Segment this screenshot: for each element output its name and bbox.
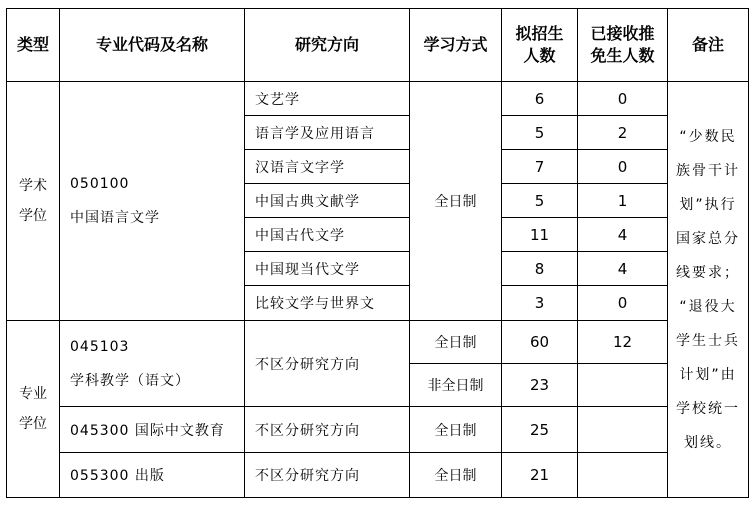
remarks-cell bbox=[668, 82, 749, 498]
remark-line: “少数民 bbox=[679, 128, 737, 145]
major-name: 出版 bbox=[134, 468, 165, 484]
admissions-table bbox=[6, 8, 749, 498]
header-accepted bbox=[578, 9, 668, 82]
direction-cell: 不区分研究方向 bbox=[245, 407, 410, 453]
plan-cell: 5 bbox=[502, 116, 578, 150]
direction-cell: 中国现当代文学 bbox=[245, 252, 410, 286]
accepted-cell: 12 bbox=[578, 321, 668, 364]
major-cell-045300 bbox=[60, 407, 245, 453]
remark-line: “退役大 bbox=[679, 298, 737, 315]
major-code: 045103 bbox=[70, 338, 130, 355]
major-code: 050100 bbox=[70, 176, 130, 192]
plan-cell: 25 bbox=[502, 407, 578, 453]
major-cell-050100 bbox=[60, 82, 245, 321]
header-row bbox=[7, 9, 749, 82]
plan-cell: 6 bbox=[502, 82, 578, 116]
study-mode-cell: 全日制 bbox=[410, 82, 502, 321]
study-mode-cell: 全日制 bbox=[410, 453, 502, 498]
direction-cell: 比较文学与世界文 bbox=[245, 286, 410, 321]
plan-cell: 5 bbox=[502, 184, 578, 218]
plan-cell: 60 bbox=[502, 321, 578, 364]
major-name: 国际中文教育 bbox=[134, 422, 225, 439]
type-academic bbox=[7, 82, 60, 321]
study-mode-cell: 非全日制 bbox=[410, 364, 502, 407]
header-accepted-text: 已接收推免生人数 bbox=[590, 24, 655, 65]
remark-line: 族骨干计 bbox=[676, 162, 740, 179]
plan-cell: 21 bbox=[502, 453, 578, 498]
accepted-cell: 4 bbox=[578, 218, 668, 252]
header-remarks: 备注 bbox=[668, 9, 749, 82]
major-name: 中国语言文学 bbox=[70, 210, 160, 226]
remark-line: 划”执行 bbox=[679, 196, 737, 213]
remark-line: 学校统一 bbox=[676, 400, 740, 417]
accepted-cell bbox=[578, 453, 668, 498]
direction-cell: 不区分研究方向 bbox=[245, 321, 410, 407]
type-academic-line2: 学位 bbox=[19, 208, 47, 224]
plan-cell: 7 bbox=[502, 150, 578, 184]
accepted-cell: 1 bbox=[578, 184, 668, 218]
study-mode-cell: 全日制 bbox=[410, 321, 502, 364]
remark-line: 划线。 bbox=[684, 434, 732, 451]
header-direction: 研究方向 bbox=[245, 9, 410, 82]
accepted-cell: 0 bbox=[578, 82, 668, 116]
direction-cell: 汉语言文字学 bbox=[245, 150, 410, 184]
plan-cell: 11 bbox=[502, 218, 578, 252]
major-cell-055300 bbox=[60, 453, 245, 498]
table-row bbox=[7, 321, 749, 364]
remark-line: 国家总分 bbox=[676, 230, 740, 247]
remark-line: 学生士兵 bbox=[676, 332, 740, 349]
direction-cell: 中国古代文学 bbox=[245, 218, 410, 252]
direction-cell: 中国古典文献学 bbox=[245, 184, 410, 218]
type-professional-line1: 专业 bbox=[19, 386, 47, 402]
remark-line: 线要求； bbox=[676, 264, 740, 281]
plan-cell: 23 bbox=[502, 364, 578, 407]
remark-line: 计划”由 bbox=[679, 366, 737, 383]
header-study-mode: 学习方式 bbox=[410, 9, 502, 82]
direction-cell: 语言学及应用语言 bbox=[245, 116, 410, 150]
study-mode-cell: 全日制 bbox=[410, 407, 502, 453]
plan-cell: 8 bbox=[502, 252, 578, 286]
accepted-cell: 0 bbox=[578, 286, 668, 321]
table-row bbox=[7, 453, 749, 498]
direction-cell: 不区分研究方向 bbox=[245, 453, 410, 498]
header-plan bbox=[502, 9, 578, 82]
major-code: 045300 bbox=[70, 422, 130, 439]
accepted-cell bbox=[578, 364, 668, 407]
header-major: 专业代码及名称 bbox=[60, 9, 245, 82]
header-type: 类型 bbox=[7, 9, 60, 82]
header-plan-text: 拟招生人数 bbox=[515, 24, 564, 65]
accepted-cell: 2 bbox=[578, 116, 668, 150]
accepted-cell bbox=[578, 407, 668, 453]
major-name: 学科教学（语文） bbox=[70, 372, 190, 389]
major-cell-045103 bbox=[60, 321, 245, 407]
type-professional-line2: 学位 bbox=[19, 416, 47, 432]
accepted-cell: 0 bbox=[578, 150, 668, 184]
direction-cell: 文艺学 bbox=[245, 82, 410, 116]
type-professional bbox=[7, 321, 60, 498]
major-code: 055300 bbox=[70, 468, 130, 484]
accepted-cell: 4 bbox=[578, 252, 668, 286]
table-row bbox=[7, 407, 749, 453]
type-academic-line1: 学术 bbox=[19, 178, 47, 194]
table-row bbox=[7, 82, 749, 116]
plan-cell: 3 bbox=[502, 286, 578, 321]
